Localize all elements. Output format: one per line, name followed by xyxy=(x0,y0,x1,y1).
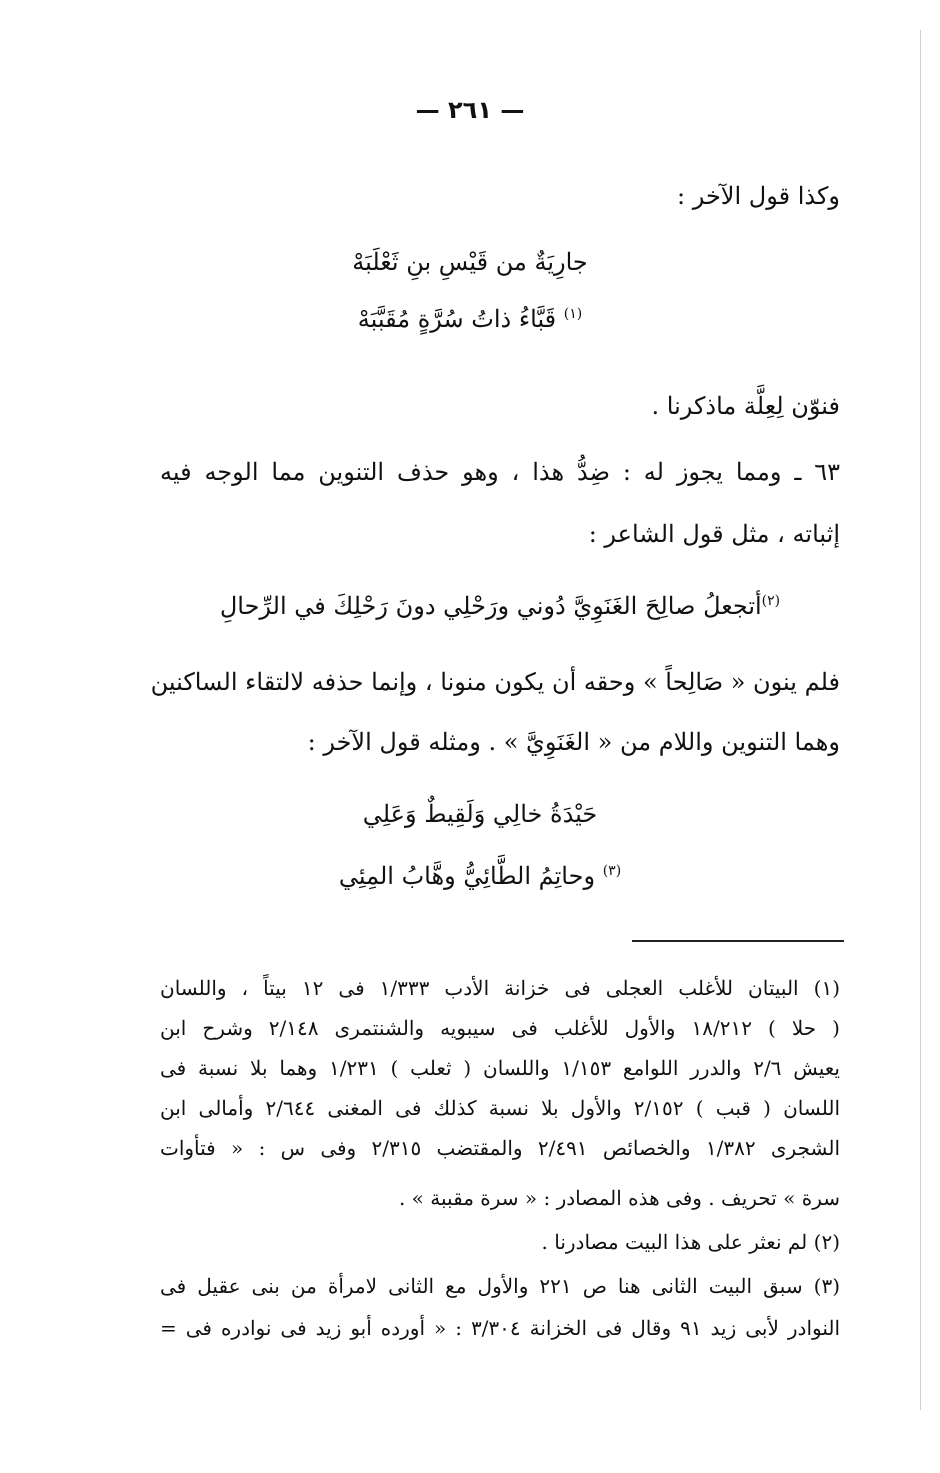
verse3-line2: $^{(٣)}$ وحاتِمُ الطَّائِيُّ وهَّابُ المِئِي xyxy=(338,862,622,890)
footnote-line: (٣) سبق البيت الثانى هنا ص ٢٢١ والأول مع الثانى لامرأة من بنى عقيل فى xyxy=(160,1274,841,1298)
footnote-mark-2: (٢) xyxy=(761,593,781,609)
footnote-mark-3: (٣) xyxy=(602,863,622,879)
verse3-line1: حَيْدَةُ خالِي وَلَقِيطٌ وَعَلِي xyxy=(362,800,598,828)
paragraph-63-line1: ٦٣ ـ ومما يجوز له : ضِدُّ هذا ، وهو حذف التنوين مما الوجه فيه xyxy=(160,458,840,486)
verse1-line2: $^{(١)}$ قَبَّاءُ ذاتُ سُرَّةٍ مُقَبَّبَهْ xyxy=(357,305,583,333)
footnote-mark-1: (١) xyxy=(563,306,583,322)
explanation-line1: فلم ينون « صَالِحاً » وحقه أن يكون منونا ، وإنما حذفه لالتقاء الساكنين xyxy=(150,668,840,696)
footnote-line: اللسان ( قبب ) ٢/١٥٢ والأول بلا نسبة كذلك فى المغنى ٢/٦٤٤ وأمالى ابن xyxy=(160,1096,840,1120)
footnote-line: (١) البيتان للأغلب العجلى فى خزانة الأدب ١/٣٣٣ فى ١٢ بيتاً ، واللسان xyxy=(160,976,840,1000)
footnote-line: سرة » تحريف . وفى هذه المصادر : « سرة مقببة » . xyxy=(398,1186,840,1210)
footnote-line: النوادر لأبى زيد ٩١ وقال فى الخزانة ٣/٣٠٤ : « أورده أبو زيد فى نوادره فى = xyxy=(160,1316,841,1340)
footnote-line: الشجرى ١/٣٨٢ والخصائص ٢/٤٩١ والمقتضب ٢/٣١٥ وفى س : « فتأوات xyxy=(160,1136,840,1160)
page-number: — ٢٦١ — xyxy=(415,96,525,124)
after-verse1: فنوّن لِعِلَّة ماذكرنا . xyxy=(651,392,840,420)
footnote-line: ( حلا ) ١٨/٢١٢ والأول للأغلب فى سيبويه والشنتمرى ٢/١٤٨ وشرح ابن xyxy=(160,1016,840,1040)
intro-line: وكذا قول الآخر : xyxy=(677,182,840,210)
footnote-divider xyxy=(632,940,844,942)
footnote-line: (٢) لم نعثر على هذا البيت مصادرنا . xyxy=(541,1230,840,1254)
verse1-line1: جارِيَةٌ من قَيْسِ بنِ ثَعْلَبَهْ xyxy=(352,248,588,276)
footnote-line: يعيش ٢/٦ والدرر اللوامع ١/١٥٣ واللسان ( ثعلب ) ١/٢٣١ وهما بلا نسبة فى xyxy=(160,1056,840,1080)
margin-line xyxy=(920,30,921,1410)
verse2: $^{(٢)}$أتجعلُ صالِحَ الغَنَوِيَّ دُوني ورَحْلِي دونَ رَحْلِكَ في الرِّحالِ xyxy=(219,592,781,620)
paragraph-63-line2: إثباته ، مثل قول الشاعر : xyxy=(588,520,840,548)
explanation-line2: وهما التنوين واللام من « الغَنَوِيَّ » . ومثله قول الآخر : xyxy=(307,728,840,756)
